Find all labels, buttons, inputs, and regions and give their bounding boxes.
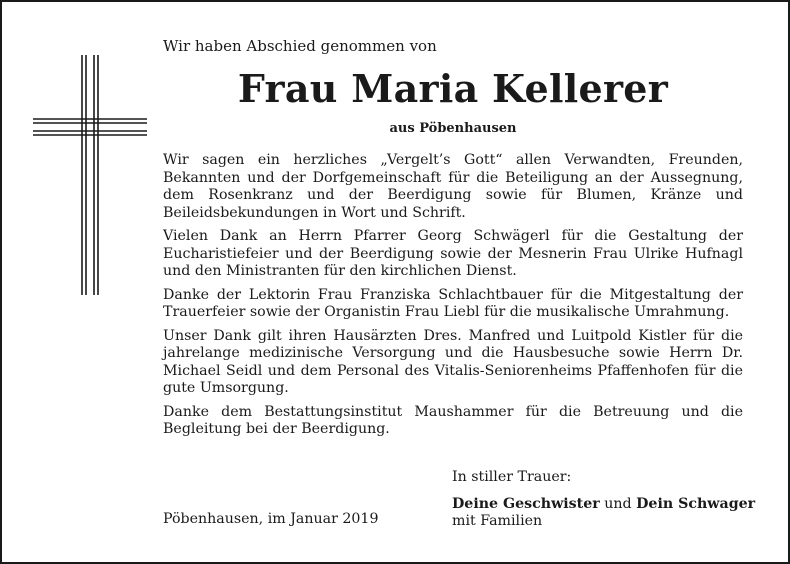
- signers-line: [452, 496, 755, 514]
- connector: und: [604, 495, 632, 512]
- place-date: Pöbenhausen, im Januar 2019: [163, 511, 379, 527]
- origin-line: aus Pöbenhausen: [389, 121, 517, 136]
- brother-in-law: Dein Schwager: [636, 495, 756, 512]
- siblings: Deine Geschwister: [452, 495, 600, 512]
- paragraph: Unser Dank gilt ihren Hausärzten Dres. Manfred und Luitpold Kistler für die jahrelange medizinische Versorgung und die Hausbesuche sowie Herrn Dr. Michael Seidl und dem Personal des Vitalis-Seniorenheims Pfaffenhofen für die gute Umsorgung.: [163, 327, 743, 396]
- cross-icon: [30, 55, 150, 295]
- thanks-text: [163, 152, 743, 445]
- families-line: mit Familien: [452, 513, 543, 529]
- paragraph: Vielen Dank an Herrn Pfarrer Georg Schwägerl für die Gestaltung der Eucharistiefeier und der Beerdigung sowie der Mesnerin Frau Ulrike Hufnagl und den Ministranten für den kirchlichen Dienst.: [163, 228, 743, 279]
- intro-line: Wir haben Abschied genommen von: [163, 37, 437, 55]
- signature-block: [452, 469, 755, 531]
- paragraph: Danke dem Bestattungsinstitut Maushammer für die Betreuung und die Begleitung bei der Beerdigung.: [163, 403, 743, 437]
- paragraph: Danke der Lektorin Frau Franziska Schlachtbauer für die Mitgestaltung der Trauerfeier sowie der Organistin Frau Liebl für die musikalische Umrahmung.: [163, 286, 743, 320]
- paragraph: Wir sagen ein herzliches „Vergelt’s Gott“ allen Verwandten, Freunden, Bekannten und der Dorfgemeinschaft für die Beteiligung an der Aussegnung, dem Rosenkranz und der Beerdigung sowie für Blumen, Kränze und Beileidsbekundungen in Wort und Schrift.: [163, 152, 743, 221]
- deceased-name: Frau Maria Kellerer: [237, 66, 669, 111]
- mourning-label: In stiller Trauer:: [452, 469, 572, 485]
